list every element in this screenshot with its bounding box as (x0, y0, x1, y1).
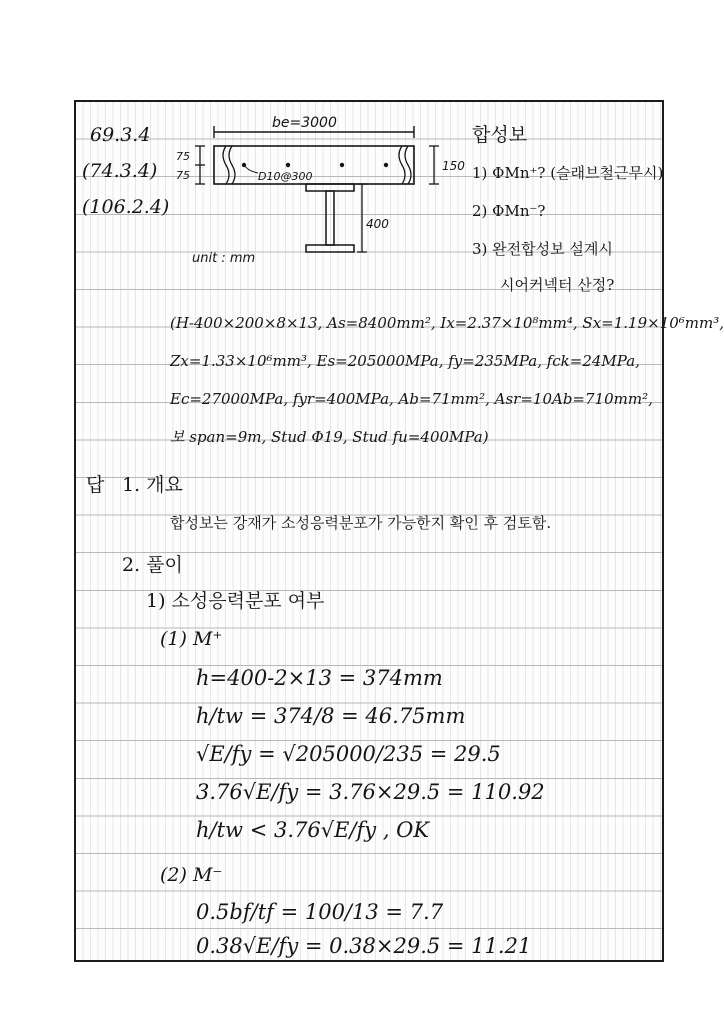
case1-line-1: h=400-2×13 = 374mm (196, 666, 443, 690)
problem-ref-2: (74.3.4) (82, 160, 158, 182)
concrete-slab (214, 146, 414, 184)
problem-ref-3: (106.2.4) (82, 196, 170, 218)
beam-depth-dimension (357, 184, 389, 252)
question-3: 3) 완전합성보 설계시 (472, 240, 613, 258)
overview-text: 합성보는 강재가 소성응력분포가 가능한지 확인 후 검토함. (170, 514, 552, 532)
rebar-dot (384, 163, 388, 167)
problem-ref-1: 69.3.4 (90, 124, 151, 146)
question-3-cont: 시어커넥터 산정? (500, 276, 615, 294)
given-line-2: Zx=1.33×10⁶mm³, Es=205000MPa, fy=235MPa, fck=24MPa, (170, 352, 640, 370)
answer-label: 답 (86, 474, 105, 496)
effective-width-dimension (214, 115, 414, 138)
steel-h-beam (306, 184, 354, 252)
question-2: 2) ΦMn⁻? (472, 202, 546, 220)
rebar-dot (286, 163, 290, 167)
rebar-dot (340, 163, 344, 167)
given-line-1: (H-400×200×8×13, As=8400mm², Ix=2.37×10⁸mm⁴, Sx=1.19×10⁶mm³, (170, 314, 724, 332)
given-line-4: 보 span=9m, Stud Φ19, Stud fu=400MPa) (170, 428, 489, 446)
rebar-label: D10@300 (258, 170, 313, 183)
sub-heading: 1) 소성응력분포 여부 (146, 590, 325, 612)
composite-beam-diagram (76, 102, 666, 302)
case1-heading: (1) M⁺ (160, 628, 223, 650)
dim-bottom-label: 75 (176, 169, 190, 182)
problem-title: 합성보 (472, 124, 528, 146)
dim-top-label: 75 (176, 150, 190, 163)
given-line-3: Ec=27000MPa, fyr=400MPa, Ab=71mm², Asr=10Ab=710mm², (170, 390, 653, 408)
case1-line-5: h/tw < 3.76√E/fy , OK (196, 818, 430, 842)
case2-line-1: 0.5bf/tf = 100/13 = 7.7 (196, 900, 444, 924)
depth-label: 400 (366, 217, 389, 231)
case1-line-4: 3.76√E/fy = 3.76×29.5 = 110.92 (196, 780, 545, 804)
case1-line-3: √E/fy = √205000/235 = 29.5 (196, 742, 501, 766)
unit-label: unit : mm (192, 251, 256, 266)
slab-thickness-dim-right (429, 146, 465, 184)
case2-line-2: 0.38√E/fy = 0.38×29.5 = 11.21 (196, 934, 532, 958)
solution-heading: 2. 풀이 (122, 554, 183, 576)
question-1: 1) ΦMn⁺? (슬래브철근무시) (472, 164, 664, 182)
width-label: be=3000 (272, 115, 337, 131)
slab-thickness-dims-left (176, 146, 205, 184)
notebook-page (74, 100, 724, 962)
slab-thickness-label: 150 (442, 159, 465, 173)
case2-heading: (2) M⁻ (160, 864, 223, 886)
case1-line-2: h/tw = 374/8 = 46.75mm (196, 704, 466, 728)
overview-heading: 1. 개요 (122, 474, 183, 496)
